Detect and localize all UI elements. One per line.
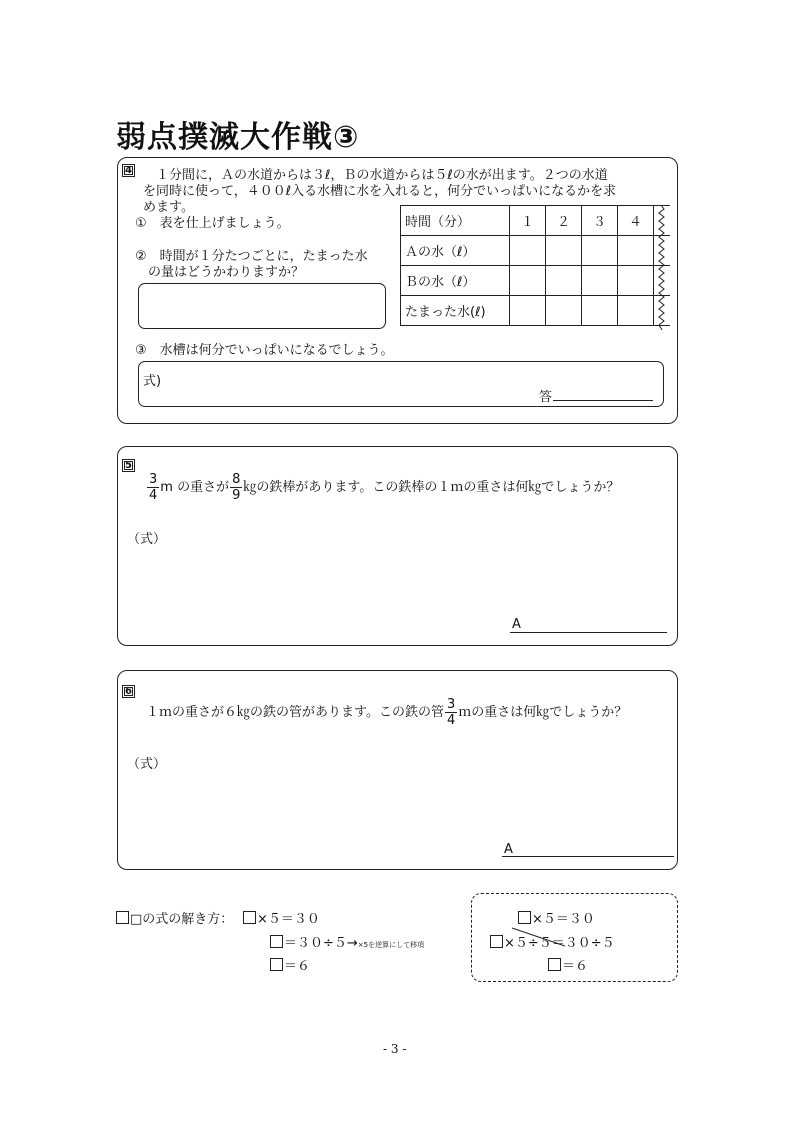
blank-square-icon <box>270 935 283 948</box>
question-5-number: 5 <box>122 459 135 472</box>
q6-question <box>146 697 627 728</box>
q4-sub1: ① 表を仕上げましょう。 <box>135 216 290 231</box>
example-line3: ＝６ <box>548 955 588 974</box>
cancel-strike-icon <box>510 926 570 948</box>
blank-square-icon <box>116 911 129 924</box>
q6-shiki-label: （式） <box>127 757 167 772</box>
table-cell[interactable] <box>546 296 582 326</box>
question-4-number: 4 <box>122 164 135 177</box>
q6-text-part1: １ｍの重さが６㎏の鉄の管があります。この鉄の管 <box>146 705 444 720</box>
table-row-label: Ｂの水（ℓ） <box>401 266 510 296</box>
blank-square-icon <box>548 958 561 971</box>
q6-answer-label: A <box>504 842 513 857</box>
table-row <box>401 296 671 326</box>
q4-sub2-line2: の量はどうかわりますか？ <box>148 265 305 280</box>
table-torn-edge-icon <box>656 205 666 330</box>
table-cell[interactable] <box>510 296 546 326</box>
q4-shiki-label: 式) <box>143 374 162 389</box>
fraction-8-9: $\frac{8}{9}$ <box>232 472 241 503</box>
table-cell[interactable] <box>618 236 654 266</box>
table-header-time: 時間（分） <box>401 206 510 236</box>
table-header-cell: ２ <box>546 206 582 236</box>
example-line2: ×５÷５＝３０÷５ <box>490 932 615 951</box>
q5-text-part2: ㎏の鉄棒があります。この鉄棒の１ｍの重さは何㎏でしょうか？ <box>243 480 620 495</box>
table-cell[interactable] <box>618 296 654 326</box>
q4-table <box>400 205 670 326</box>
method-label: □の式の解き方： <box>116 908 233 927</box>
blank-square-icon <box>490 935 503 948</box>
table-row-label: たまった水(ℓ) <box>401 296 510 326</box>
q5-question <box>146 472 619 503</box>
blank-square-icon <box>243 911 256 924</box>
table-cell[interactable] <box>582 236 618 266</box>
method-line1: ×５＝３０ <box>243 908 320 927</box>
question-6-number: 6 <box>122 685 135 698</box>
table-cell[interactable] <box>582 266 618 296</box>
fraction-3-4: $\frac{3}{4}$ <box>446 697 456 728</box>
q4-kotae-label: 答 <box>539 390 553 405</box>
table-row <box>401 206 671 236</box>
method-note: ×5を逆算にして移項 <box>357 941 425 949</box>
table-row <box>401 266 671 296</box>
table-cell[interactable] <box>510 266 546 296</box>
q4-answer2-box[interactable] <box>138 283 386 329</box>
table-header-cell: １ <box>510 206 546 236</box>
q5-answer-label: A <box>512 617 521 632</box>
table-cell[interactable] <box>546 236 582 266</box>
q4-sub2-line1: ② 時間が１分たつごとに，たまった水 <box>135 249 368 264</box>
method-line3: ＝６ <box>270 955 310 974</box>
q6-text-part2: ｍの重さは何㎏でしょうか？ <box>458 705 628 720</box>
table-row <box>401 236 671 266</box>
table-cell[interactable] <box>618 266 654 296</box>
table-header-cell: ４ <box>618 206 654 236</box>
table-cell[interactable] <box>546 266 582 296</box>
fraction-3-4: $\frac{3}{4}$ <box>149 472 158 503</box>
q4-text-line2: を同時に使って，４００ℓ入る水槽に水を入れると，何分でいっぱいになるかを求 <box>143 184 617 199</box>
q4-text-line1: １分間に，Ａの水道からは３ℓ，Ｂの水道からは５ℓの水が出ます。２つの水道 <box>143 168 608 183</box>
q6-answer-line[interactable] <box>502 856 674 857</box>
table-row-label: Ａの水（ℓ） <box>401 236 510 266</box>
q4-text-line3: めます。 <box>143 200 194 215</box>
table-cell[interactable] <box>582 296 618 326</box>
q5-answer-line[interactable] <box>510 632 667 633</box>
table-header-cell: ３ <box>582 206 618 236</box>
page-number: - 3 - <box>383 1042 407 1056</box>
example-line1: ×５＝３０ <box>518 908 595 927</box>
method-line2: ＝３０÷５→×5を逆算にして移項 <box>270 932 424 951</box>
page-title: 弱点撲滅大作戦③ <box>116 120 360 155</box>
blank-square-icon <box>270 958 283 971</box>
q4-answer-line[interactable] <box>553 400 653 401</box>
table-cell[interactable] <box>510 236 546 266</box>
q4-sub3: ③ 水槽は何分でいっぱいになるでしょう。 <box>135 343 394 358</box>
q5-text-part1: m の重さが <box>160 480 230 495</box>
blank-square-icon <box>518 911 531 924</box>
q5-shiki-label: （式） <box>127 532 167 547</box>
